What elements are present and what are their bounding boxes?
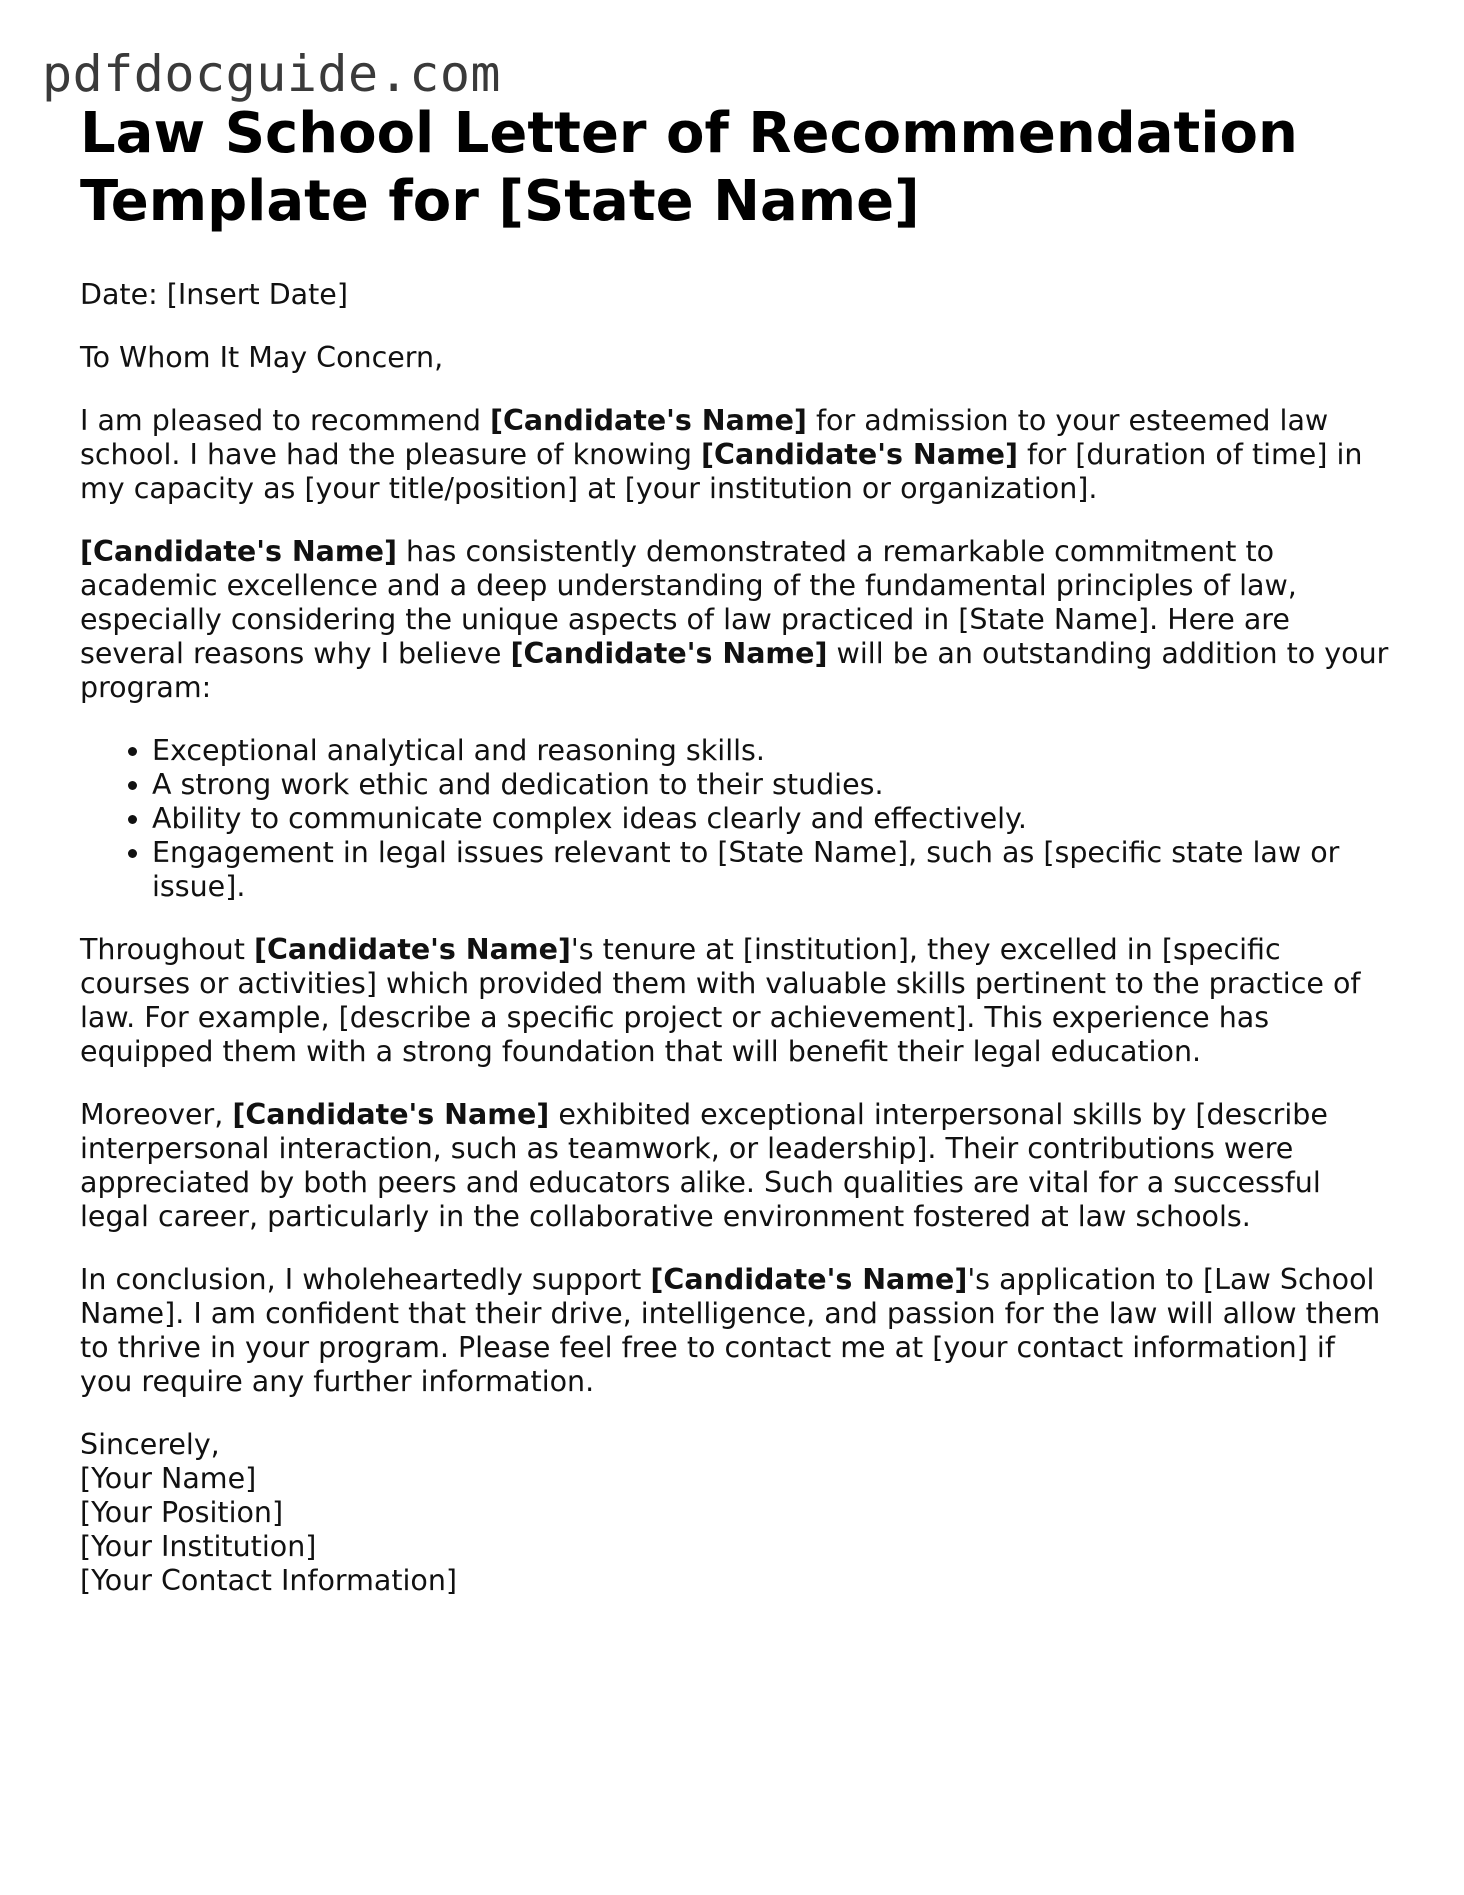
list-item: • A strong work ethic and dedication to their studies.	[152, 768, 1390, 802]
paragraph-commitment	[80, 535, 1390, 705]
candidate-name: [Candidate's Name]	[701, 438, 1018, 471]
signer-position: [Your Position]	[80, 1496, 284, 1529]
text-run: exhibited exceptional interpersonal skills by [describe interpersonal interaction, such as teamwork, or leadership]. Their contributions were appreciated by both peers and educators alike. Such qualities are vital for a successful legal career, particularly in the collaborative environment fostered at law schools.	[80, 1098, 1328, 1233]
candidate-name: [Candidate's Name]	[253, 933, 571, 966]
page-title: Law School Letter of Recommendation Template for [State Name]	[80, 101, 1298, 234]
watermark: pdfdocguide.com	[42, 45, 502, 103]
list-item: • Ability to communicate complex ideas clearly and effectively.	[152, 802, 1390, 836]
reasons-list	[80, 734, 1390, 904]
text-run: for [duration of time] in my capacity as [your title/position] at [your institution or organization].	[80, 438, 1363, 505]
text-run: I am pleased to recommend	[80, 404, 490, 437]
signer-name: [Your Name]	[80, 1462, 257, 1495]
text-run: In conclusion, I wholeheartedly support	[80, 1263, 651, 1296]
candidate-name: [Candidate's Name]	[650, 1263, 968, 1296]
salutation: To Whom It May Concern,	[80, 341, 444, 374]
paragraph-introduction	[80, 404, 1390, 506]
signer-contact: [Your Contact Information]	[80, 1564, 458, 1597]
list-item: • Engagement in legal issues relevant to [State Name], such as [specific state law or issue].	[152, 836, 1390, 904]
candidate-name: [Candidate's Name]	[80, 535, 397, 568]
text-run: will be an outstanding addition to your program:	[80, 637, 1389, 704]
paragraph-tenure	[80, 933, 1390, 1069]
candidate-name: [Candidate's Name]	[510, 637, 828, 670]
text-run: for admission to your esteemed law school. I have had the pleasure of knowing	[80, 404, 1329, 471]
text-run: 's application to [Law School Name]. I am confident that their drive, intelligence, and passion for the law will allow them to thrive in your program. Please feel free to contact me at [your contact information] if you require any further information.	[80, 1263, 1381, 1398]
signer-institution: [Your Institution]	[80, 1530, 317, 1563]
date-line: Date: [Insert Date]	[80, 278, 348, 311]
signature-block	[80, 1428, 1390, 1598]
text-run: Moreover,	[80, 1098, 233, 1131]
text-run: has consistently demonstrated a remarkable commitment to academic excellence and a deep understanding of the fundamental principles of law, especially considering the unique aspects of law practiced in [State Name]. Here are several reasons why I believe	[80, 535, 1297, 670]
letter-body	[80, 100, 1390, 1598]
paragraph-conclusion	[80, 1263, 1390, 1399]
closing: Sincerely,	[80, 1428, 220, 1461]
text-run: Throughout	[80, 933, 254, 966]
candidate-name: [Candidate's Name]	[489, 404, 807, 437]
text-run: 's tenure at [institution], they excelled in [specific courses or activities] which provided them with valuable skills pertinent to the practice of law. For example, [describe a specific project or achievement]. This experience has equipped them with a strong foundation that will benefit their legal education.	[80, 933, 1361, 1068]
list-item: • Exceptional analytical and reasoning skills.	[152, 734, 1390, 768]
paragraph-interpersonal	[80, 1098, 1390, 1234]
candidate-name: [Candidate's Name]	[232, 1098, 550, 1131]
